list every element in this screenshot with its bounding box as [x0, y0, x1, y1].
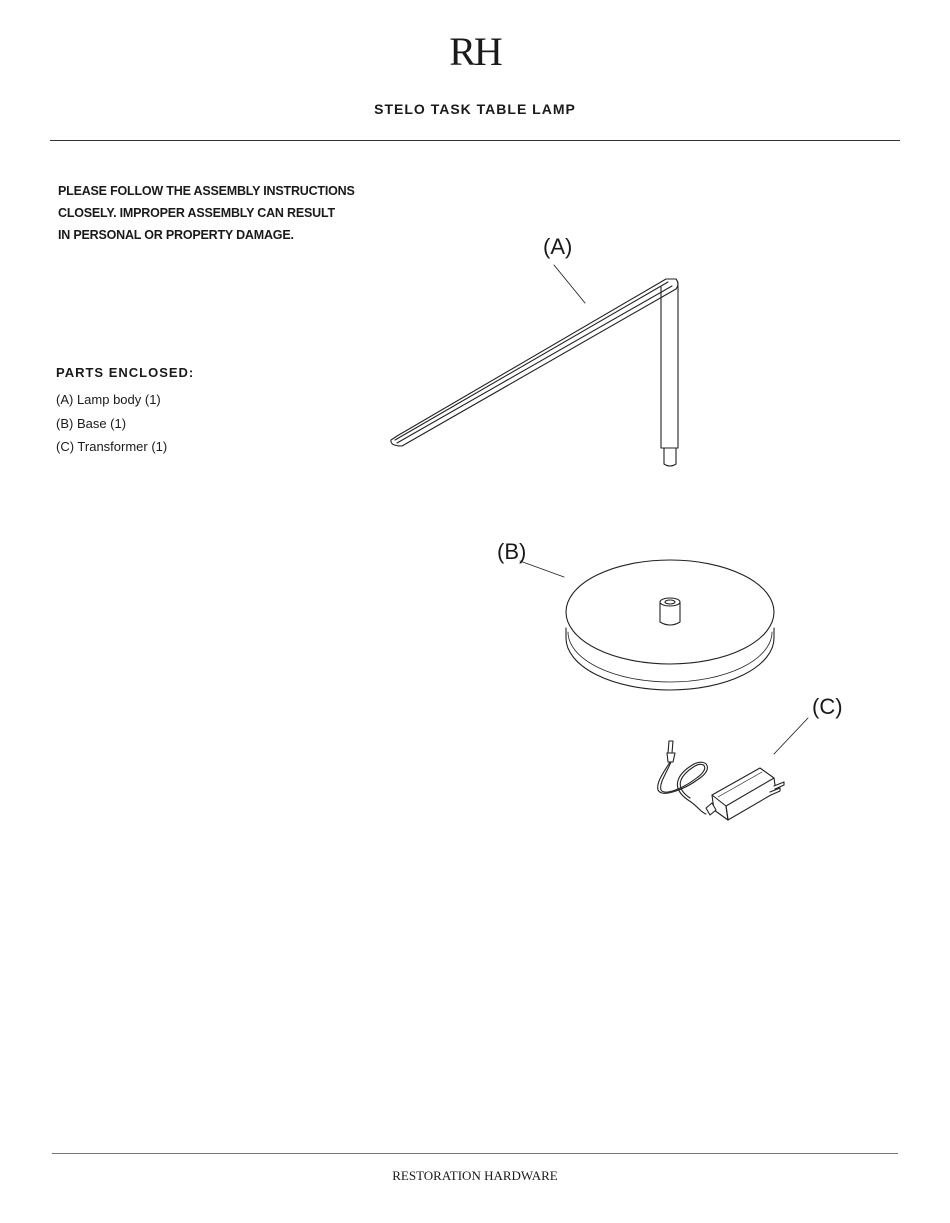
- callout-b: (B): [497, 539, 527, 564]
- rh-logo: RH: [449, 29, 501, 74]
- warning-line: CLOSELY. IMPROPER ASSEMBLY CAN RESULT: [58, 206, 335, 220]
- part-item-lamp-body: (A) Lamp body (1): [56, 392, 161, 407]
- callout-a: (A): [543, 234, 573, 259]
- parts-heading: PARTS ENCLOSED:: [56, 365, 195, 380]
- base-drawing: [520, 560, 774, 690]
- part-item-transformer: (C) Transformer (1): [56, 439, 168, 454]
- warning-line: PLEASE FOLLOW THE ASSEMBLY INSTRUCTIONS: [58, 184, 355, 198]
- transformer-drawing: [658, 718, 808, 820]
- lamp-body-drawing: [391, 265, 678, 466]
- part-item-base: (B) Base (1): [56, 415, 127, 431]
- footer-divider: [52, 1153, 898, 1154]
- warning-line: IN PERSONAL OR PROPERTY DAMAGE.: [58, 228, 294, 242]
- footer-brand: RESTORATION HARDWARE: [392, 1168, 558, 1183]
- page-title: STELO TASK TABLE LAMP: [374, 101, 576, 117]
- callout-c: (C): [812, 694, 843, 719]
